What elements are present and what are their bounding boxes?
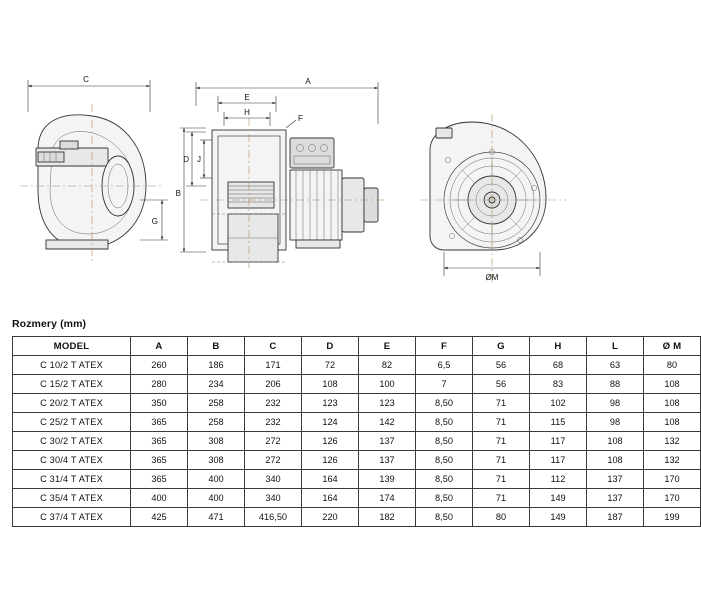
cell-a: 365 — [131, 432, 188, 451]
col-header-b: B — [188, 337, 245, 356]
cell-model: C 30/2 T ATEX — [13, 432, 131, 451]
cell-h: 117 — [530, 432, 587, 451]
cell-f: 7 — [416, 375, 473, 394]
col-header-d: D — [302, 337, 359, 356]
cell-diameter-m: 108 — [644, 375, 701, 394]
dim-label-f: F — [298, 114, 303, 123]
col-header-diameter-m: Ø M — [644, 337, 701, 356]
cell-c: 272 — [245, 432, 302, 451]
cell-h: 102 — [530, 394, 587, 413]
cell-c: 171 — [245, 356, 302, 375]
cell-b: 308 — [188, 432, 245, 451]
cell-d: 126 — [302, 451, 359, 470]
cell-g: 71 — [473, 432, 530, 451]
cell-model: C 35/4 T ATEX — [13, 489, 131, 508]
cell-d: 164 — [302, 470, 359, 489]
cell-model: C 31/4 T ATEX — [13, 470, 131, 489]
cell-l: 108 — [587, 451, 644, 470]
cell-e: 100 — [359, 375, 416, 394]
dim-label-j: J — [197, 155, 201, 164]
cell-diameter-m: 170 — [644, 489, 701, 508]
cell-c: 206 — [245, 375, 302, 394]
cell-model: C 37/4 T ATEX — [13, 508, 131, 527]
cell-e: 142 — [359, 413, 416, 432]
table-row — [13, 394, 701, 413]
cell-l: 98 — [587, 413, 644, 432]
cell-g: 56 — [473, 356, 530, 375]
drawing-right-inlet-view — [420, 114, 566, 282]
cell-diameter-m: 132 — [644, 451, 701, 470]
cell-l: 108 — [587, 432, 644, 451]
cell-f: 8,50 — [416, 394, 473, 413]
col-header-e: E — [359, 337, 416, 356]
drawing-middle-front-view — [176, 77, 386, 268]
dim-label-a: A — [305, 77, 311, 86]
cell-diameter-m: 199 — [644, 508, 701, 527]
cell-b: 400 — [188, 489, 245, 508]
cell-b: 400 — [188, 470, 245, 489]
cell-l: 137 — [587, 489, 644, 508]
dim-label-b: B — [175, 189, 181, 198]
cell-h: 149 — [530, 489, 587, 508]
table-row — [13, 375, 701, 394]
cell-h: 115 — [530, 413, 587, 432]
cell-diameter-m: 132 — [644, 432, 701, 451]
table-row — [13, 413, 701, 432]
cell-a: 280 — [131, 375, 188, 394]
cell-e: 139 — [359, 470, 416, 489]
cell-f: 8,50 — [416, 508, 473, 527]
table-row — [13, 451, 701, 470]
col-header-c: C — [245, 337, 302, 356]
cell-c: 340 — [245, 489, 302, 508]
cell-c: 232 — [245, 413, 302, 432]
cell-f: 8,50 — [416, 489, 473, 508]
cell-f: 8,50 — [416, 451, 473, 470]
cell-d: 126 — [302, 432, 359, 451]
cell-h: 112 — [530, 470, 587, 489]
cell-a: 400 — [131, 489, 188, 508]
cell-d: 124 — [302, 413, 359, 432]
cell-e: 137 — [359, 432, 416, 451]
cell-d: 108 — [302, 375, 359, 394]
cell-e: 82 — [359, 356, 416, 375]
dim-label-h: H — [244, 108, 250, 117]
dim-label-d: D — [183, 155, 189, 164]
cell-l: 98 — [587, 394, 644, 413]
cell-d: 123 — [302, 394, 359, 413]
cell-b: 258 — [188, 413, 245, 432]
cell-a: 365 — [131, 451, 188, 470]
cell-f: 8,50 — [416, 470, 473, 489]
cell-f: 6,5 — [416, 356, 473, 375]
col-header-g: G — [473, 337, 530, 356]
cell-l: 187 — [587, 508, 644, 527]
cell-a: 365 — [131, 413, 188, 432]
cell-a: 425 — [131, 508, 188, 527]
cell-model: C 10/2 T ATEX — [13, 356, 131, 375]
cell-b: 471 — [188, 508, 245, 527]
table-row — [13, 470, 701, 489]
cell-d: 220 — [302, 508, 359, 527]
dim-label-c-left: C — [83, 75, 89, 84]
table-row — [13, 508, 701, 527]
cell-e: 137 — [359, 451, 416, 470]
cell-g: 56 — [473, 375, 530, 394]
cell-e: 174 — [359, 489, 416, 508]
cell-b: 258 — [188, 394, 245, 413]
cell-c: 340 — [245, 470, 302, 489]
dimensions-section — [12, 318, 682, 527]
cell-b: 308 — [188, 451, 245, 470]
cell-g: 80 — [473, 508, 530, 527]
cell-l: 63 — [587, 356, 644, 375]
col-header-l: L — [587, 337, 644, 356]
col-header-f: F — [416, 337, 473, 356]
dim-label-e: E — [244, 93, 250, 102]
cell-d: 72 — [302, 356, 359, 375]
cell-diameter-m: 108 — [644, 394, 701, 413]
cell-g: 71 — [473, 470, 530, 489]
cell-a: 350 — [131, 394, 188, 413]
cell-e: 182 — [359, 508, 416, 527]
cell-f: 8,50 — [416, 413, 473, 432]
dim-label-diameter-m: ØM — [485, 273, 499, 282]
col-header-a: A — [131, 337, 188, 356]
col-header-h: H — [530, 337, 587, 356]
cell-b: 186 — [188, 356, 245, 375]
cell-model: C 15/2 T ATEX — [13, 375, 131, 394]
technical-drawings — [0, 0, 600, 310]
cell-h: 117 — [530, 451, 587, 470]
cell-l: 88 — [587, 375, 644, 394]
table-header-row — [13, 337, 701, 356]
cell-c: 416,50 — [245, 508, 302, 527]
drawing-svg — [0, 0, 600, 310]
cell-h: 149 — [530, 508, 587, 527]
cell-c: 232 — [245, 394, 302, 413]
col-header-model: MODEL — [13, 337, 131, 356]
cell-model: C 25/2 T ATEX — [13, 413, 131, 432]
cell-a: 365 — [131, 470, 188, 489]
cell-h: 68 — [530, 356, 587, 375]
cell-e: 123 — [359, 394, 416, 413]
table-row — [13, 432, 701, 451]
cell-l: 137 — [587, 470, 644, 489]
cell-model: C 20/2 T ATEX — [13, 394, 131, 413]
table-row — [13, 356, 701, 375]
dimensions-table — [12, 336, 701, 527]
cell-b: 234 — [188, 375, 245, 394]
dim-label-g-left: G — [151, 217, 158, 226]
cell-g: 71 — [473, 451, 530, 470]
cell-diameter-m: 108 — [644, 413, 701, 432]
cell-g: 71 — [473, 413, 530, 432]
table-caption: Rozmery (mm) — [12, 318, 87, 330]
cell-g: 71 — [473, 394, 530, 413]
cell-g: 71 — [473, 489, 530, 508]
cell-c: 272 — [245, 451, 302, 470]
cell-d: 164 — [302, 489, 359, 508]
cell-a: 260 — [131, 356, 188, 375]
cell-model: C 30/4 T ATEX — [13, 451, 131, 470]
cell-f: 8,50 — [416, 432, 473, 451]
table-row — [13, 489, 701, 508]
drawing-left-side-view — [20, 75, 168, 262]
cell-h: 83 — [530, 375, 587, 394]
cell-diameter-m: 80 — [644, 356, 701, 375]
cell-diameter-m: 170 — [644, 470, 701, 489]
